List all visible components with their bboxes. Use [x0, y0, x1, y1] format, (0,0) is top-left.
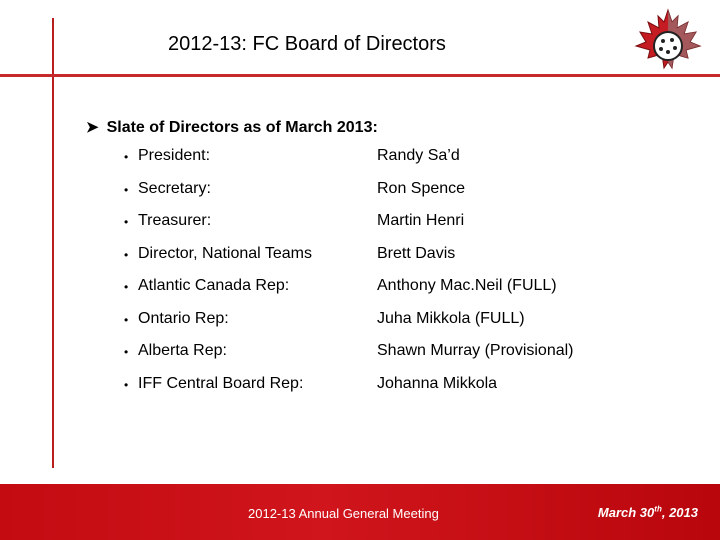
director-name: Ron Spence — [377, 179, 466, 197]
director-name: Anthony Mac.Neil (FULL) — [377, 277, 557, 294]
header-divider — [0, 74, 720, 77]
bullet-icon: • — [124, 345, 129, 359]
role-label: IFF Central Board Rep: — [138, 374, 304, 392]
director-name: Martin Henri — [377, 212, 465, 229]
slate-heading — [86, 118, 378, 137]
director-name: Randy Sa’d — [377, 147, 460, 164]
list-item — [124, 212, 684, 245]
bullet-icon: • — [124, 312, 129, 327]
bullet-icon: • — [124, 182, 129, 197]
role-label: Secretary: — [138, 179, 211, 197]
list-item — [124, 342, 684, 375]
role-label: Treasurer: — [138, 212, 212, 229]
slate-heading-text: Slate of Directors as of March 2013: — [106, 119, 378, 136]
director-name: Juha Mikkola (FULL) — [377, 309, 525, 327]
role-label: President: — [138, 147, 211, 164]
directors-list — [124, 147, 684, 407]
list-item — [124, 375, 684, 408]
role-label: Director, National Teams — [138, 244, 312, 262]
bullet-icon: • — [124, 215, 129, 229]
role-label: Alberta Rep: — [138, 342, 227, 359]
bullet-icon: • — [124, 247, 129, 262]
footer-date-sup: th — [654, 504, 662, 514]
director-name: Brett Davis — [377, 244, 456, 262]
role-label: Ontario Rep: — [138, 309, 229, 327]
bullet-icon: • — [124, 377, 129, 392]
footer-meeting-title: 2012-13 Annual General Meeting — [248, 506, 439, 521]
footer-bar — [0, 484, 720, 540]
page-title: 2012-13: FC Board of Directors — [168, 33, 446, 55]
list-item — [124, 277, 684, 310]
footer-date-prefix: March 30 — [597, 505, 655, 520]
bullet-icon: • — [124, 150, 129, 164]
director-name: Shawn Murray (Provisional) — [377, 342, 574, 359]
list-item — [124, 245, 684, 278]
maple-leaf-floorball-logo-icon — [628, 8, 708, 72]
footer-date-suffix: , 2013 — [661, 505, 698, 520]
footer-date — [598, 505, 698, 520]
bullet-icon: • — [124, 280, 129, 294]
list-item — [124, 310, 684, 343]
list-item — [124, 147, 684, 180]
list-item — [124, 180, 684, 213]
director-name: Johanna Mikkola — [377, 374, 498, 392]
left-divider — [52, 18, 54, 468]
arrow-bullet-icon: ➤ — [86, 119, 99, 136]
role-label: Atlantic Canada Rep: — [138, 277, 290, 294]
